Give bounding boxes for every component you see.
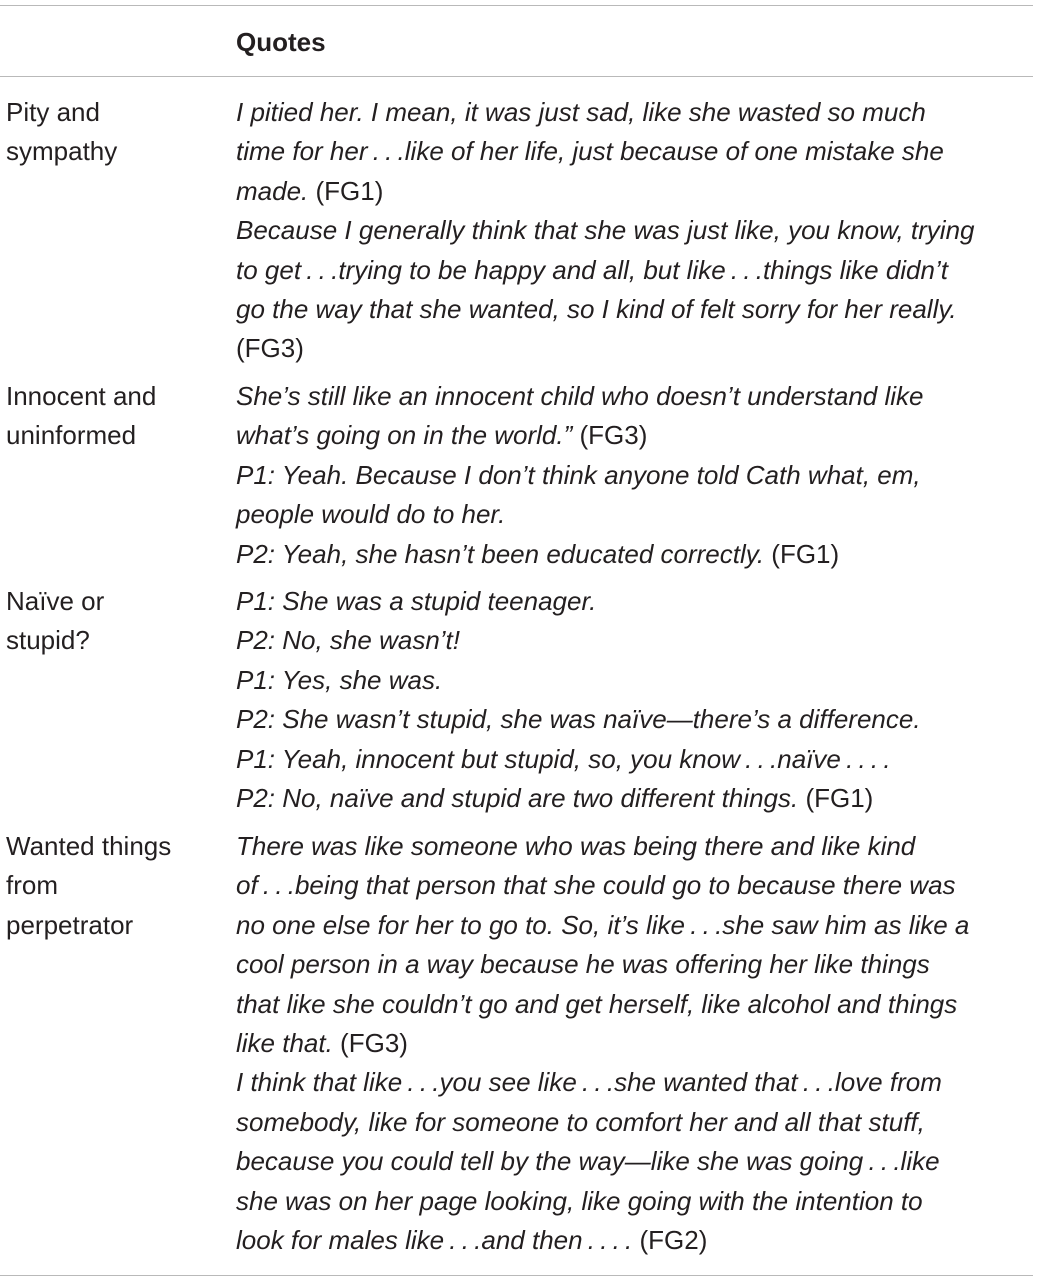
quote-text: go the way that she wanted, so I kind of felt sorry for her really. [236,293,957,324]
quote-line [236,945,1036,984]
quote-text: that like she couldn’t go and get herself, like alcohol and things [236,988,958,1019]
quote-line [236,700,1036,739]
quote-source: (FG3) [572,420,648,451]
quote-source: (FG1) [308,175,384,206]
quote-source: (FG3) [236,333,304,364]
quote-line [236,251,1036,290]
quote-text: P2: She wasn’t stupid, she was naïve—there’s a difference. [236,704,921,735]
quote-text: P1: Yeah, innocent but stupid, so, you know . . .naïve . . . . [236,743,891,774]
theme-label: Innocent and uninformed [6,381,157,451]
quote-line [236,621,1036,660]
quotes-cell [236,377,1036,574]
quote-line [236,456,1036,495]
quote-text: no one else for her to go to. So, it’s like . . .she saw him as like a [236,909,970,940]
quote-line [236,582,1036,621]
quote-line [236,329,1036,368]
quote-line [236,1024,1036,1063]
quote-source: (FG1) [764,538,840,569]
quote-text: made. [236,175,309,206]
quote-line [236,132,1036,171]
quote-source: (FG2) [632,1224,708,1255]
quote-line [236,1142,1036,1181]
theme-label: Pity and sympathy [6,97,118,167]
quotes-cell [236,827,1036,1260]
theme-label: Wanted things from perpetrator [6,831,172,940]
quote-text: I think that like . . .you see like . . .she wanted that . . .love from [236,1067,942,1098]
quote-line [236,1221,1036,1260]
quote-line [236,906,1036,945]
quotes-cell [236,93,1036,369]
table-bottom-rule [0,1275,1033,1276]
quote-line [236,172,1036,211]
quote-text: P2: Yeah, she hasn’t been educated correctly. [236,538,765,569]
quote-text: like that. [236,1027,333,1058]
table-header-rule [0,76,1033,77]
quote-line [236,779,1036,818]
quote-text: P1: Yeah. Because I don’t think anyone told Cath what, em, [236,459,921,490]
quote-line [236,1063,1036,1102]
quote-line [236,535,1036,574]
quote-source: (FG3) [332,1027,408,1058]
quote-text: cool person in a way because he was offering her like things [236,949,930,980]
quote-text: people would do to her. [236,499,506,530]
quotes-cell [236,582,1036,818]
quote-text: look for males like . . .and then . . . . [236,1224,633,1255]
quote-text: time for her . . .like of her life, just because of one mistake she [236,136,944,167]
quote-text: Because I generally think that she was just like, you know, trying [236,215,975,246]
column-header-quotes: Quotes [236,27,326,57]
quote-line [236,985,1036,1024]
quote-line [236,866,1036,905]
quote-line [236,1182,1036,1221]
quote-line [236,93,1036,132]
quote-line [236,495,1036,534]
quote-text: of . . .being that person that she could go to because there was [236,870,956,901]
quote-text: I pitied her. I mean, it was just sad, like she wasted so much [236,97,926,127]
quote-text: she was on her page looking, like going with the intention to [236,1185,923,1216]
quote-line [236,377,1036,416]
quote-line [236,740,1036,779]
theme-label: Naïve or stupid? [6,586,105,656]
quote-text: somebody, like for someone to comfort her and all that stuff, [236,1106,925,1137]
quote-line [236,211,1036,250]
table-top-rule [0,5,1033,6]
quote-text: to get . . .trying to be happy and all, but like . . .things like didn’t [236,254,948,285]
quote-text: what’s going on in the world.” [236,420,573,451]
quote-line [236,827,1036,866]
quote-line [236,290,1036,329]
quote-text: There was like someone who was being there and like kind [236,831,916,861]
quote-source: (FG1) [798,782,874,813]
quote-text: P2: No, naïve and stupid are two different things. [236,782,799,813]
quote-text: P1: Yes, she was. [236,664,443,695]
quote-line [236,416,1036,455]
quote-text: P1: She was a stupid teenager. [236,586,597,616]
quote-text: P2: No, she wasn’t! [236,625,460,656]
quote-line [236,661,1036,700]
quote-text: She’s still like an innocent child who doesn’t understand like [236,381,924,411]
quote-text: because you could tell by the way—like she was going . . .like [236,1146,940,1177]
quote-line [236,1103,1036,1142]
